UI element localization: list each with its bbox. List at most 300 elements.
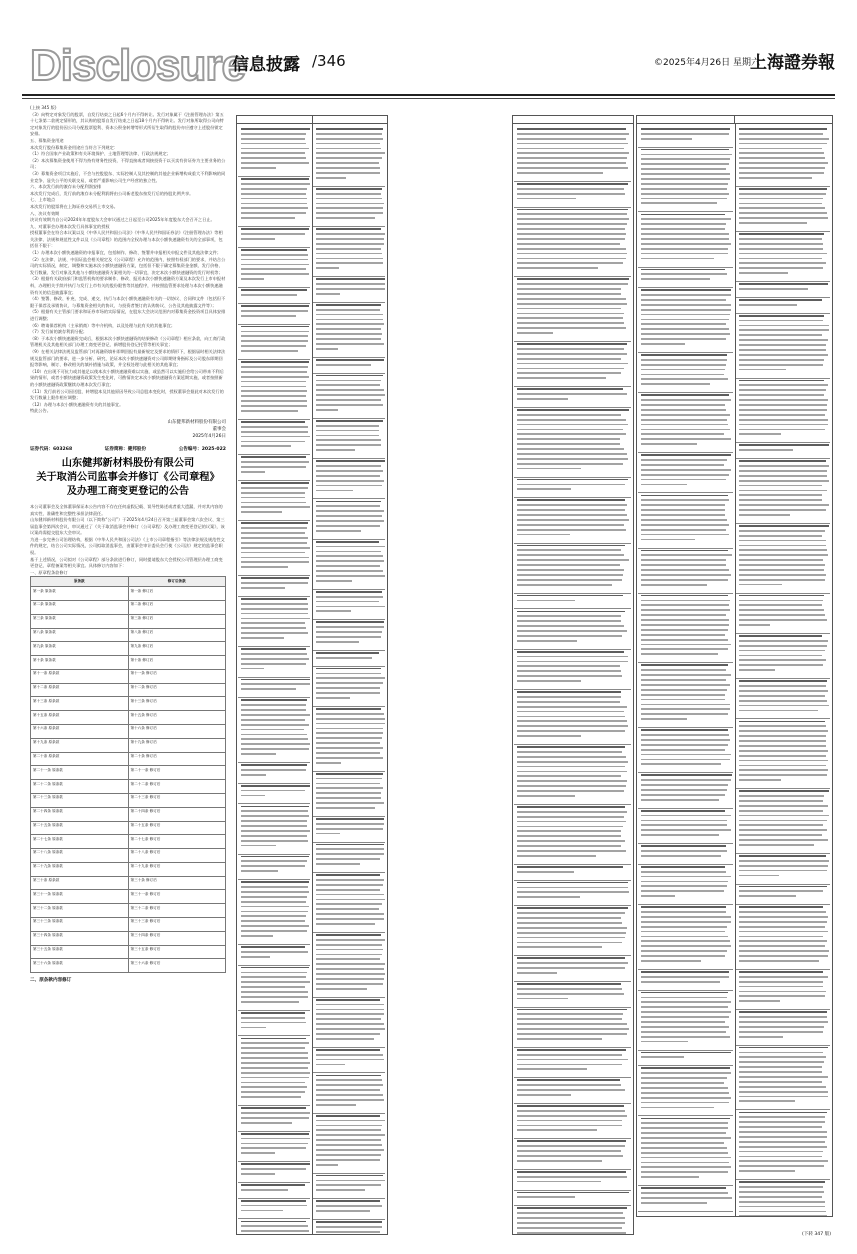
table-cell: [736, 906, 831, 970]
table-cell: [238, 421, 310, 455]
text-line: [517, 1089, 625, 1091]
text-line: [517, 1232, 626, 1234]
text-line: [641, 534, 729, 536]
table-cell: [238, 1012, 310, 1037]
text-line: [739, 253, 828, 255]
text-line: [517, 670, 621, 672]
text-line: [641, 694, 725, 696]
text-line: [739, 1215, 828, 1217]
text-line: [739, 1191, 825, 1193]
text-line: [316, 465, 381, 467]
text-line: [739, 157, 825, 159]
table-cell: 第八条 原条款: [31, 628, 129, 642]
table-row: [31, 890, 226, 904]
text-line: [241, 345, 306, 347]
text-line: [517, 162, 626, 164]
text-line: [739, 304, 797, 306]
text-line: [316, 1184, 381, 1186]
text-line: [517, 1018, 622, 1020]
text-line: [641, 981, 720, 983]
text-line: [641, 328, 729, 330]
table-cell: 第十五条 原条款: [31, 711, 129, 725]
text-line: [316, 198, 382, 200]
table-cell: 第十三条 修订后: [128, 697, 226, 711]
section-title: 信息披露: [232, 55, 300, 75]
text-line: [316, 708, 381, 710]
text-line: [316, 258, 383, 260]
text-line: [739, 926, 826, 928]
text-line: [241, 1189, 288, 1191]
text-line: [517, 1110, 625, 1112]
text-line: [517, 569, 624, 571]
text-line: [241, 522, 308, 524]
text-line: [739, 424, 828, 426]
table-row: [31, 752, 226, 766]
text-line: [641, 193, 729, 195]
table-cell: [238, 764, 310, 784]
table-row: [31, 656, 226, 670]
table-cell: 第二条 原条款: [31, 601, 129, 615]
text-line: [739, 839, 829, 841]
table-cell: 第八条 修订后: [128, 628, 226, 642]
text-line: [517, 1171, 626, 1173]
text-line: [241, 608, 308, 610]
text-line: [641, 1016, 729, 1018]
table-cell: [238, 1107, 310, 1132]
text-line: [641, 871, 726, 873]
table-cell: [313, 1049, 385, 1074]
text-line: [316, 439, 381, 441]
text-line: [739, 875, 779, 877]
text-line: [517, 711, 624, 713]
text-line: [316, 1149, 384, 1151]
text-line: [316, 449, 355, 451]
text-line: [316, 610, 351, 612]
amendment-table-2: [236, 115, 388, 1235]
text-line: [241, 350, 298, 352]
security-codes: [30, 446, 226, 452]
text-line: [241, 426, 308, 428]
table-cell: [238, 1184, 310, 1199]
text-line: [739, 267, 823, 269]
table-cell: 第十九条 修订后: [128, 738, 226, 752]
text-line: [641, 779, 731, 781]
text-line: [241, 1017, 305, 1019]
text-line: [641, 183, 728, 185]
text-line: [739, 389, 826, 391]
table-cell: 第三十五条 原条款: [31, 945, 129, 959]
text-line: [739, 148, 823, 150]
text-line: [316, 505, 380, 507]
text-line: [517, 584, 612, 586]
text-line: [739, 559, 823, 561]
text-line: [517, 143, 628, 145]
text-line: [316, 1159, 380, 1161]
text-line: [641, 940, 730, 942]
table-cell: 第二十四条 修订后: [128, 807, 226, 821]
text-line: [739, 354, 828, 356]
text-line: [739, 485, 822, 487]
paragraph: （2）本次募集资金使用不得为持有财务性投资，不得直接或者间接投资于以买卖有价证券为主要业务的公司；: [30, 157, 226, 170]
text-line: [517, 635, 622, 637]
notice-headline: [30, 456, 226, 498]
text-line: [241, 748, 309, 750]
text-line: [316, 203, 384, 205]
table-cell: [638, 992, 733, 1051]
text-line: [641, 1171, 728, 1173]
text-line: [641, 163, 729, 165]
table-row: [31, 711, 226, 725]
table-row: [31, 835, 226, 849]
text-line: [241, 1184, 305, 1186]
text-line: [316, 485, 382, 487]
text-line: [641, 1147, 727, 1149]
text-line: [517, 1049, 626, 1051]
text-line: [517, 1222, 625, 1224]
text-line: [641, 815, 731, 817]
paragraph: （1）符合国家产业政策和有关环境保护、土地管理等法律、行政法规规定；: [30, 151, 171, 157]
text-line: [739, 895, 796, 897]
text-line: [517, 433, 626, 435]
table-cell: [514, 983, 631, 1008]
text-line: [316, 1134, 385, 1136]
text-line: [641, 604, 729, 606]
table-row: [31, 862, 226, 876]
table-cell: 第三十三条 原条款: [31, 917, 129, 931]
table-cell: [238, 785, 310, 805]
text-line: [641, 653, 718, 655]
text-line: [316, 243, 384, 245]
table-body: [637, 124, 832, 1216]
text-line: [739, 1100, 795, 1102]
text-line: [241, 421, 305, 423]
text-line: [316, 732, 383, 734]
text-line: [739, 238, 823, 240]
text-line: [641, 133, 729, 135]
table-cell: 第二十三条 原条款: [31, 793, 129, 807]
text-line: [241, 1086, 307, 1088]
text-line: [241, 466, 306, 468]
table-row: [31, 601, 226, 615]
table-cell: [313, 874, 385, 933]
text-line: [517, 993, 624, 995]
text-line: [641, 1036, 730, 1038]
table-cell: [638, 729, 733, 773]
table-cell: [313, 460, 385, 499]
text-line: [641, 374, 724, 376]
text-line: [739, 745, 827, 747]
table-cell: [313, 1075, 385, 1114]
text-line: [641, 188, 727, 190]
text-line: [517, 1028, 629, 1030]
table-cell: [514, 1171, 631, 1191]
text-line: [517, 1155, 623, 1157]
text-line: [517, 218, 629, 220]
text-line: [517, 322, 624, 324]
text-line: [739, 272, 789, 274]
text-line: [316, 435, 379, 437]
text-line: [517, 1023, 627, 1025]
text-line: [739, 138, 829, 140]
text-line: [517, 303, 627, 305]
text-line: [241, 820, 307, 822]
text-line: [739, 976, 829, 978]
text-line: [641, 639, 728, 641]
header-cell: [735, 116, 832, 123]
text-line: [739, 128, 827, 130]
text-line: [641, 921, 731, 923]
paragraph: （11）发行前若公司因送股、转增股本及其他原因导致公司总股本变化时，授权董事会据此对本次发行的发行数量上限作相应调整；: [30, 388, 224, 401]
table-cell: [313, 188, 385, 227]
paragraph: （9）在相关法律法规及监管部门对再融资填补即期回报有最新规定及要求的情形下，根据届时相关法律法规及监管部门的要求，进一步分析、研究、论证本次小额快速融资对公司即期财务指标及公司股东即期回报等影响，制订、修改相关的填补措施与政策，并全权处理与此相关的其他事宜；: [30, 348, 226, 368]
table-row: [31, 766, 226, 780]
text-line: [517, 238, 625, 240]
table-cell: 第九条 原条款: [31, 642, 129, 656]
text-line: [517, 1129, 597, 1131]
text-line: [739, 981, 823, 983]
text-line: [517, 504, 627, 506]
text-line: [517, 625, 624, 627]
table-cell: [238, 249, 310, 288]
text-line: [641, 810, 725, 812]
text-line: [641, 734, 729, 736]
paragraph: 本次发行完成后，发行前的滚存未分配利润将由公司新老股东按发行后的持股比例共享。: [30, 190, 194, 196]
text-line: [316, 162, 379, 164]
text-line: [316, 853, 384, 855]
table-cell: [238, 967, 310, 1011]
text-line: [641, 1092, 729, 1094]
table-cell: [736, 971, 831, 1010]
text-line: [316, 128, 383, 130]
table-cell: 第十六条 原条款: [31, 725, 129, 739]
text-line: [316, 570, 383, 572]
text-line: [517, 716, 625, 718]
text-line: [641, 509, 725, 511]
text-line: [641, 881, 728, 883]
intro-paragraph: 基于上述情况，公司拟对《公司章程》部分条款进行修订，同时提请股东大会授权公司管理层办理工商变更登记、章程备案等相关事宜。具体修订内容如下：: [30, 556, 223, 569]
text-line: [739, 1052, 824, 1054]
text-line: [316, 238, 384, 240]
text-line: [641, 1087, 728, 1089]
text-line: [641, 409, 726, 411]
text-line: [241, 410, 298, 412]
table-cell: 第二十七条 修订后: [128, 835, 226, 849]
text-line: [517, 756, 626, 758]
text-line: [316, 333, 382, 335]
text-line: [739, 655, 823, 657]
text-line: [316, 596, 383, 598]
text-line: [517, 398, 568, 400]
table-cell: 第三十六条 原条款: [31, 959, 129, 973]
text-line: [739, 554, 829, 556]
text-line: [517, 368, 624, 370]
table-cell: [514, 409, 631, 478]
table-cell: [638, 1118, 733, 1187]
text-line: [739, 574, 827, 576]
text-line: [316, 823, 384, 825]
text-line: [241, 497, 305, 499]
text-line: [739, 1061, 824, 1063]
text-line: [517, 751, 622, 753]
text-line: [517, 696, 621, 698]
text-line: [241, 217, 295, 219]
text-line: [241, 1147, 306, 1149]
text-line: [739, 349, 827, 351]
text-line: [739, 188, 827, 190]
text-line: [517, 133, 629, 135]
text-line: [316, 551, 381, 553]
text-line: [241, 1001, 299, 1003]
text-line: [641, 824, 727, 826]
text-line: [241, 1067, 308, 1069]
text-line: [316, 939, 385, 941]
text-line: [641, 1127, 728, 1129]
text-line: [241, 456, 306, 458]
text-line: [316, 762, 341, 764]
text-line: [641, 799, 719, 801]
text-line: [517, 579, 622, 581]
table-head-row: [237, 116, 387, 124]
text-line: [316, 677, 385, 679]
text-line: [641, 624, 729, 626]
text-line: [739, 1136, 827, 1138]
text-line: [739, 198, 823, 200]
text-line: [517, 138, 626, 140]
table-cell: [313, 773, 385, 817]
notice-intro: [30, 504, 226, 577]
text-line: [316, 1175, 383, 1177]
text-line: [641, 950, 727, 952]
text-line: [241, 743, 310, 745]
table-cell: [638, 971, 733, 991]
text-line: [641, 759, 730, 761]
text-line: [316, 475, 380, 477]
text-line: [241, 806, 309, 808]
text-line: [739, 619, 828, 621]
text-line: [241, 1163, 310, 1165]
text-line: [241, 774, 266, 776]
text-line: [739, 1151, 823, 1153]
text-line: [641, 323, 726, 325]
table-cell: 第十二条 修订后: [128, 683, 226, 697]
text-line: [316, 968, 384, 970]
table-cell: [514, 806, 631, 865]
table-row: [31, 959, 226, 973]
table-cell: [514, 1140, 631, 1170]
text-line: [316, 1115, 380, 1117]
text-line: [316, 833, 340, 835]
text-line: [517, 545, 625, 547]
headline-line: 关于取消公司监事会并修订《公司章程》: [36, 470, 220, 483]
text-line: [241, 683, 310, 685]
text-line: [517, 372, 621, 374]
text-line: [517, 780, 627, 782]
text-line: [739, 288, 808, 290]
table-cell: [313, 228, 385, 277]
text-line: [641, 850, 727, 852]
text-line: [517, 826, 623, 828]
text-line: [641, 1132, 726, 1134]
text-line: [517, 907, 628, 909]
text-line: [316, 697, 350, 699]
text-line: [641, 154, 732, 156]
text-line: [739, 222, 807, 224]
text-line: [241, 856, 309, 858]
table-row: [31, 849, 226, 863]
table-cell: 第二十二条 修订后: [128, 780, 226, 794]
text-line: [517, 167, 628, 169]
text-line: [739, 283, 828, 285]
text-line: [739, 433, 781, 435]
text-line: [641, 997, 727, 999]
text-line: [241, 830, 310, 832]
paragraph: （5）根据有关主管部门要求和证券市场的实际情况，在股东大会决议范围内对募集资金投资项目具体安排进行调整；: [30, 309, 226, 321]
text-line: [316, 394, 385, 396]
table-cell: [736, 283, 831, 298]
text-line: [641, 554, 732, 556]
text-line: [316, 606, 385, 608]
table-row: [31, 945, 226, 959]
table-cell: [238, 178, 310, 227]
text-line: [641, 564, 726, 566]
table-cell: [313, 304, 385, 358]
table-cell: [638, 1052, 733, 1067]
text-line: [739, 429, 825, 431]
text-line: [316, 863, 360, 865]
text-line: [641, 648, 728, 650]
text-line: [739, 710, 818, 712]
text-line: [517, 983, 621, 985]
text-line: [739, 950, 829, 952]
text-line: [241, 603, 308, 605]
continuation-note: (下转 347 版): [801, 1232, 831, 1237]
text-line: [641, 484, 687, 486]
paragraph: 本次发行股份募集资金用途应当符合下列规定：: [30, 144, 118, 150]
text-line: [316, 364, 371, 366]
text-line: [641, 634, 725, 636]
text-line: [241, 1072, 310, 1074]
table-row: [31, 642, 226, 656]
text-line: [316, 1154, 381, 1156]
table-header: 原条款: [31, 577, 129, 587]
text-line: [316, 1180, 385, 1182]
text-line: [739, 299, 822, 301]
table-cell: [514, 1207, 631, 1235]
text-line: [739, 725, 826, 727]
table-cell: [238, 806, 310, 855]
text-line: [316, 879, 384, 881]
table-cell: [638, 866, 733, 905]
text-line: [739, 514, 791, 516]
text-line: [241, 881, 309, 883]
paragraph: 六、本次发行前的滚存未分配利润安排: [30, 184, 102, 190]
text-line: [641, 1056, 684, 1058]
text-line: [241, 294, 297, 296]
text-line: [316, 802, 384, 804]
text-line: [517, 209, 628, 211]
text-line: [641, 916, 731, 918]
text-line: [641, 1118, 730, 1120]
text-line: [517, 896, 580, 898]
text-line: [241, 381, 306, 383]
text-line: [316, 1210, 370, 1212]
text-line: [241, 1143, 308, 1145]
text-line: [739, 695, 826, 697]
text-line: [641, 704, 730, 706]
table-cell: [736, 886, 831, 906]
text-line: [739, 669, 776, 671]
text-line: [739, 855, 826, 857]
